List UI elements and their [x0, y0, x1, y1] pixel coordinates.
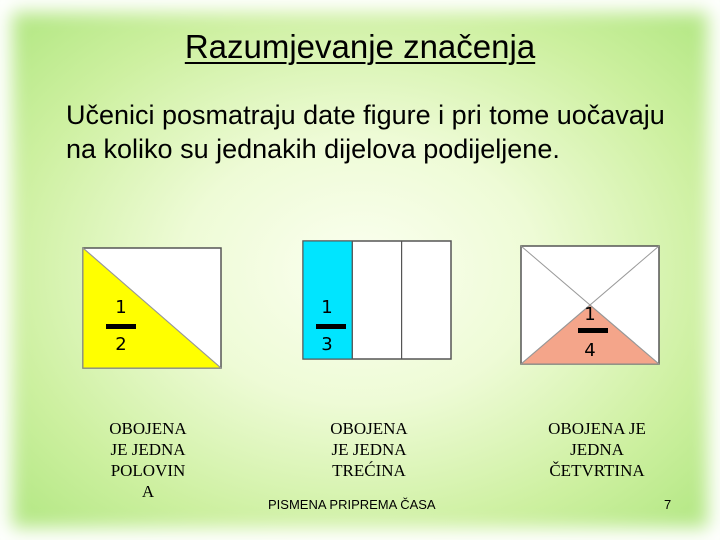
fraction-numerator-half: 1 — [115, 297, 127, 318]
fraction-bar-half — [106, 324, 136, 329]
caption-half-line-3: POLOVIN — [110, 461, 186, 480]
caption-quarter-line-1: OBOJENA JE — [548, 419, 646, 438]
caption-third-line-3: TREĆINA — [332, 461, 406, 480]
fraction-denominator-quarter: 4 — [584, 340, 596, 361]
slide-body-text: Učenici posmatraju date figure i pri tome uočavaju na koliko su jednakih dijelova podijeljene. — [66, 100, 665, 164]
fraction-numerator-third: 1 — [321, 297, 333, 318]
slide-title — [0, 28, 720, 66]
page-number: 7 — [664, 497, 672, 512]
caption-third-line-2: JE JEDNA — [331, 440, 407, 459]
caption-third — [308, 418, 430, 481]
caption-half-line-2: JE JEDNA — [110, 440, 186, 459]
caption-half-line-1: OBOJENA — [109, 419, 187, 438]
slide-footer: PISMENA PRIPREMA ČASA — [268, 497, 436, 512]
caption-half — [88, 418, 208, 502]
caption-half-line-4: A — [141, 482, 155, 501]
caption-quarter-line-2: JEDNA — [570, 440, 624, 459]
fraction-bar-third — [316, 324, 346, 329]
caption-quarter-line-3: ČETVRTINA — [549, 461, 645, 480]
fraction-numerator-quarter: 1 — [584, 304, 596, 325]
fraction-bar-quarter — [578, 328, 608, 333]
fraction-denominator-third: 3 — [321, 334, 333, 355]
fraction-denominator-half: 2 — [115, 334, 127, 355]
slide-title-text: Razumjevanje značenja — [184, 28, 536, 65]
caption-quarter — [526, 418, 668, 481]
figure-half-square — [82, 247, 222, 369]
caption-third-line-1: OBOJENA — [330, 419, 408, 438]
